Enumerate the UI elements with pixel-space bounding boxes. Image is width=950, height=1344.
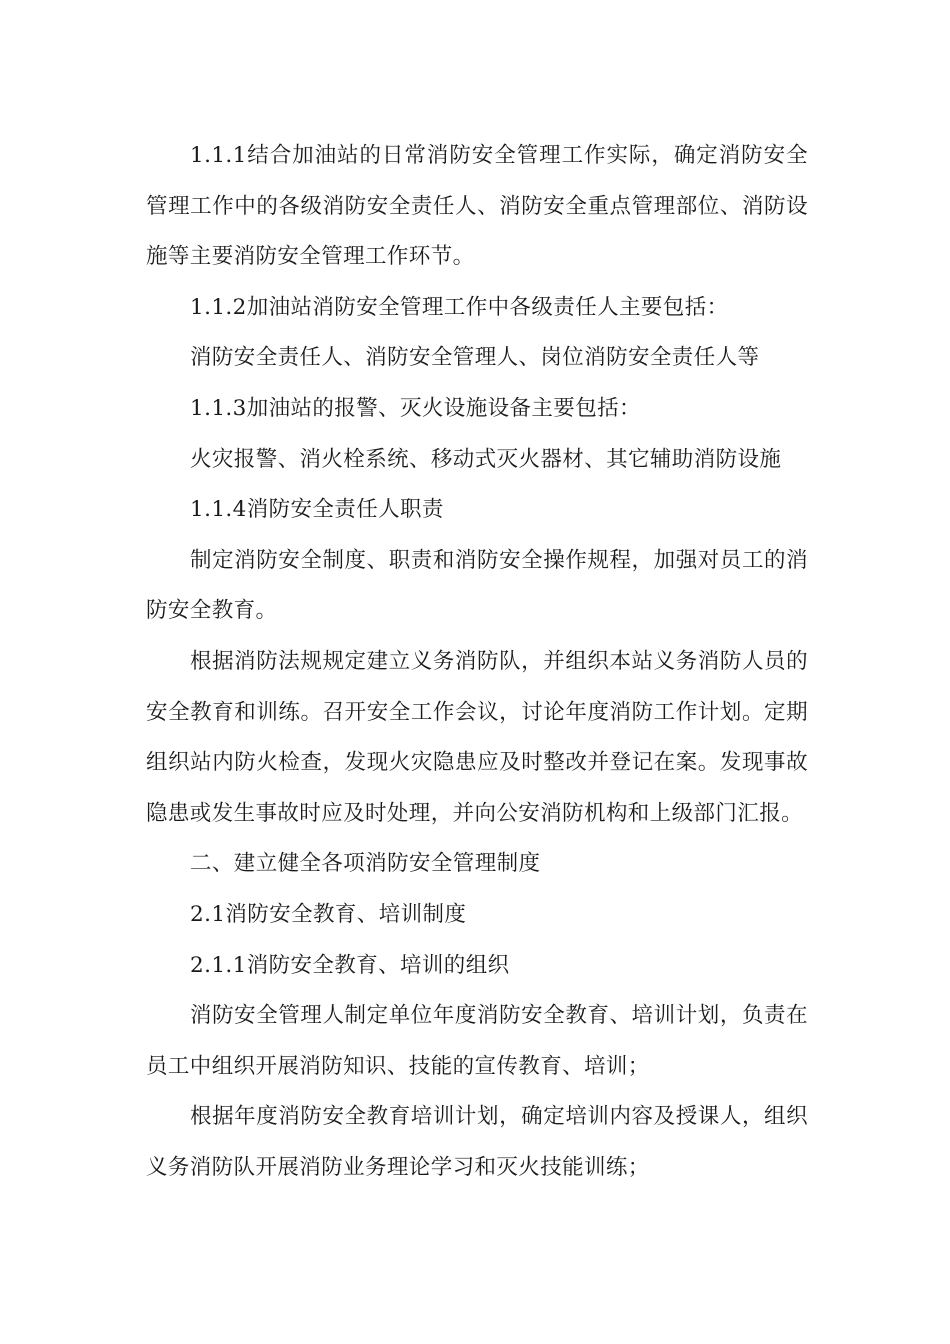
paragraph-responsible-persons: 消防安全责任人、消防安全管理人、岗位消防安全责任人等 [190, 345, 760, 371]
paragraph-2-1-1: 2.1.1消防安全教育、培训的组织 [190, 952, 510, 978]
paragraph-training-content: 根据年度消防安全教育培训计划，确定培训内容及授课人，组织义务消防队开展消防业务理论学习和灭火技能训练； [146, 1104, 808, 1180]
paragraph-fire-facilities: 火灾报警、消火栓系统、移动式灭火器材、其它辅助消防设施 [190, 446, 782, 472]
paragraph-1-1-1: 1.1.1结合加油站的日常消防安全管理工作实际，确定消防安全管理工作中的各级消防安全责任人、消防安全重点管理部位、消防设施等主要消防安全管理工作环节。 [146, 143, 808, 270]
paragraph-training-plan: 消防安全管理人制定单位年度消防安全教育、培训计划，负责在员工中组织开展消防知识、技能的宣传教育、培训； [146, 1003, 808, 1079]
paragraph-1-1-4: 1.1.4消防安全责任人职责 [190, 497, 444, 523]
paragraph-1-1-2: 1.1.2加油站消防安全管理工作中各级责任人主要包括： [190, 294, 729, 320]
paragraph-1-1-3: 1.1.3加油站的报警、灭火设施设备主要包括： [190, 395, 641, 421]
paragraph-duties-2: 根据消防法规规定建立义务消防队，并组织本站义务消防人员的安全教育和训练。召开安全工作会议，讨论年度消防工作计划。定期组织站内防火检查，发现火灾隐患应及时整改并登记在案。发现事故隐患或发生事故时应及时处理，并向公安消防机构和上级部门汇报。 [146, 648, 808, 826]
paragraph-2-1: 2.1消防安全教育、培训制度 [190, 901, 467, 927]
paragraph-duties-1: 制定消防安全制度、职责和消防安全操作规程，加强对员工的消防安全教育。 [146, 547, 808, 624]
document-body [146, 131, 808, 1193]
section-heading-2: 二、建立健全各项消防安全管理制度 [190, 851, 541, 877]
